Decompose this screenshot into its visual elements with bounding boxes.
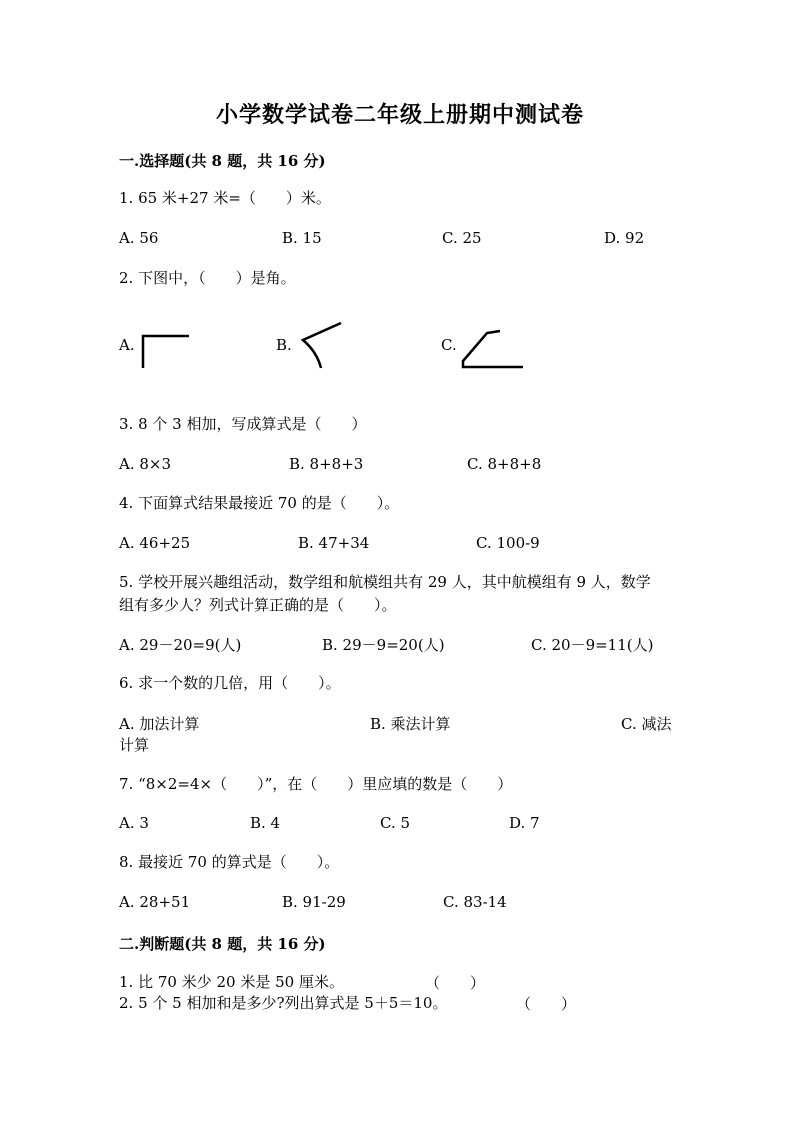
judgement-item-1-blank[interactable]: （ ） bbox=[425, 974, 486, 992]
q7-option-a: A. 3 bbox=[119, 814, 149, 832]
q3-option-c: C. 8+8+8 bbox=[467, 455, 542, 473]
q2-option-a: A. bbox=[119, 336, 135, 354]
question-6: 6. 求一个数的几倍，用（ ）。 bbox=[119, 674, 341, 692]
bent-line-figure bbox=[459, 328, 527, 370]
question-5-line-1: 5. 学校开展兴趣组活动，数学组和航模组共有 29 人，其中航模组有 9 人，数学 bbox=[119, 573, 651, 591]
q4-option-c: C. 100-9 bbox=[476, 534, 540, 552]
q8-option-c: C. 83-14 bbox=[443, 893, 507, 911]
curved-angle-figure bbox=[295, 320, 345, 370]
question-1: 1. 65 米+27 米=（ ）米。 bbox=[119, 189, 331, 207]
q7-option-d: D. 7 bbox=[509, 814, 540, 832]
q8-option-a: A. 28+51 bbox=[119, 893, 191, 911]
q5-option-c: C. 20－9=11(人) bbox=[531, 636, 654, 654]
q4-option-b: B. 47+34 bbox=[298, 534, 370, 552]
section-heading-choice: 一.选择题(共 8 题，共 16 分) bbox=[119, 152, 326, 170]
q3-option-b: B. 8+8+3 bbox=[289, 455, 364, 473]
q7-option-b: B. 4 bbox=[250, 814, 281, 832]
right-angle-figure bbox=[140, 332, 192, 370]
q5-option-a: A. 29－20=9(人) bbox=[119, 636, 242, 654]
judgement-item-2: 2. 5 个 5 相加和是多少?列出算式是 5＋5＝10。 bbox=[119, 994, 448, 1012]
q8-option-b: B. 91-29 bbox=[282, 893, 346, 911]
q6-option-c-wrap: 计算 bbox=[119, 736, 150, 754]
question-7: 7. “8×2=4×（ ）”，在（ ）里应填的数是（ ） bbox=[119, 775, 513, 793]
q6-option-a: A. 加法计算 bbox=[119, 715, 200, 733]
question-3: 3. 8 个 3 相加，写成算式是（ ） bbox=[119, 415, 367, 433]
page-title: 小学数学试卷二年级上册期中测试卷 bbox=[215, 102, 584, 128]
q1-option-d: D. 92 bbox=[604, 229, 645, 247]
q1-option-a: A. 56 bbox=[119, 229, 159, 247]
question-2: 2. 下图中，（ ）是角。 bbox=[119, 269, 296, 287]
judgement-item-2-blank[interactable]: （ ） bbox=[516, 995, 577, 1013]
q2-option-b: B. bbox=[276, 336, 292, 354]
q6-option-b: B. 乘法计算 bbox=[370, 715, 451, 733]
q4-option-a: A. 46+25 bbox=[119, 534, 191, 552]
question-5-line-2: 组有多少人？列式计算正确的是（ ）。 bbox=[119, 596, 397, 614]
q1-option-b: B. 15 bbox=[282, 229, 322, 247]
question-8: 8. 最接近 70 的算式是（ ）。 bbox=[119, 853, 340, 871]
question-4: 4. 下面算式结果最接近 70 的是（ ）。 bbox=[119, 494, 400, 512]
q7-option-c: C. 5 bbox=[380, 814, 411, 832]
section-heading-judgement: 二.判断题(共 8 题，共 16 分) bbox=[119, 935, 326, 953]
q1-option-c: C. 25 bbox=[442, 229, 482, 247]
q5-option-b: B. 29－9=20(人) bbox=[322, 636, 445, 654]
judgement-item-1: 1. 比 70 米少 20 米是 50 厘米。 bbox=[119, 973, 344, 991]
q2-option-c: C. bbox=[441, 336, 457, 354]
q6-option-c: C. 减法 bbox=[621, 715, 672, 733]
q3-option-a: A. 8×3 bbox=[119, 455, 172, 473]
